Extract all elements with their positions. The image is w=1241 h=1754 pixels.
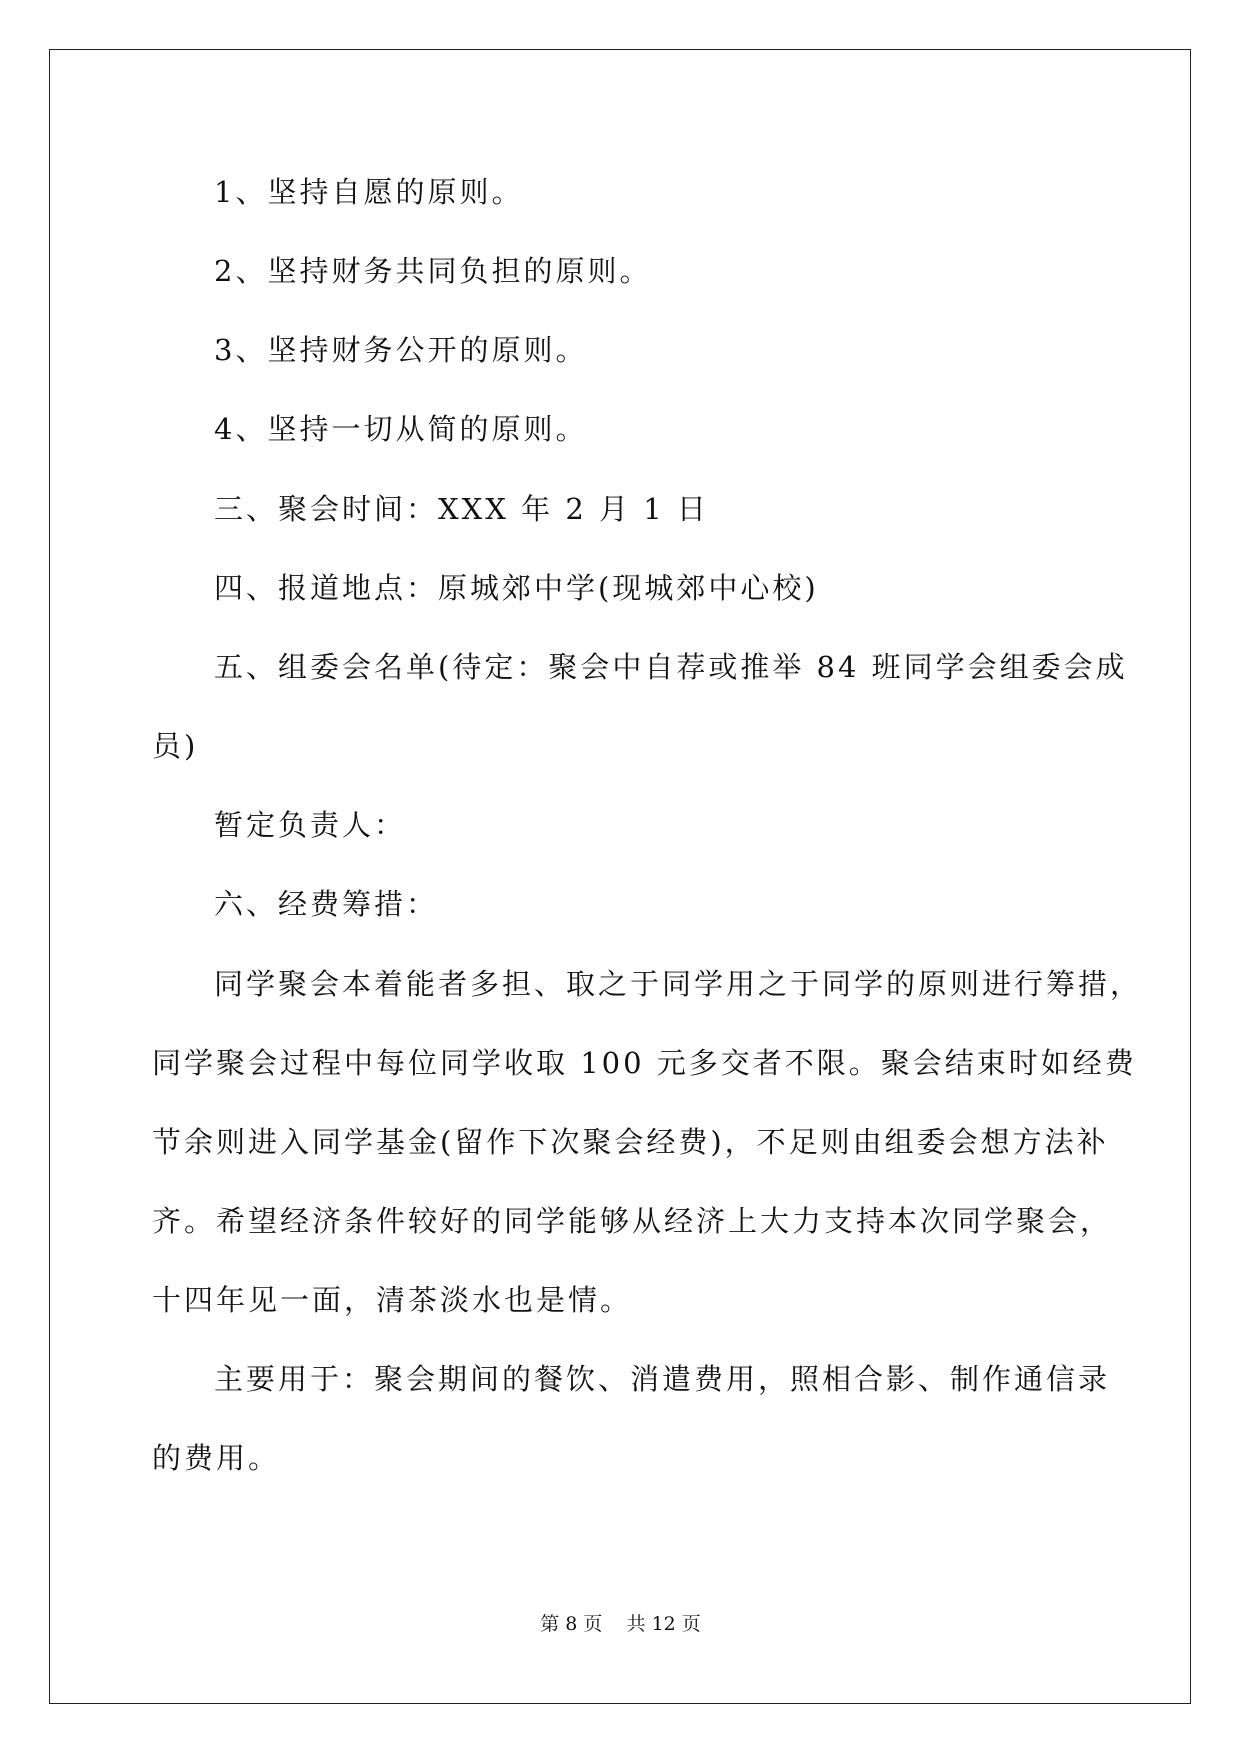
committee-list-line-1: 五、组委会名单(待定：聚会中自荐或推举 84 班同学会组委会成 [214,650,1128,684]
committee-list-line-2: 员) [152,729,199,763]
page-number-footer: 第 8 页 共 12 页 [540,1613,701,1635]
meeting-time: 三、聚会时间：XXX 年 2 月 1 日 [214,492,709,526]
principle-2: 2、坚持财务共同负担的原则。 [214,254,652,288]
funding-text-line-4: 齐。希望经济条件较好的同学能够从经济上大力支持本次同学聚会， [152,1204,1113,1238]
funding-text-line-5: 十四年见一面，清茶淡水也是情。 [152,1283,633,1317]
usage-text-line-1: 主要用于：聚会期间的餐饮、消遣费用，照相合影、制作通信录 [214,1362,1111,1396]
principle-3: 3、坚持财务公开的原则。 [214,333,588,367]
interim-leader: 暂定负责人： [214,808,407,842]
principle-4: 4、坚持一切从简的原则。 [214,412,588,446]
usage-text-line-2: 的费用。 [152,1441,281,1475]
funding-text-line-2: 同学聚会过程中每位同学收取 100 元多交者不限。聚会结束时如经费 [152,1046,1137,1080]
funding-text-line-3: 节余则进入同学基金(留作下次聚会经费)，不足则由组委会想方法补 [152,1125,1109,1159]
funding-text-line-1: 同学聚会本着能者多担、取之于同学用之于同学的原则进行筹措， [214,967,1143,1001]
funding-heading: 六、经费筹措： [214,887,439,921]
report-location: 四、报道地点：原城郊中学(现城郊中心校) [214,571,819,605]
principle-1: 1、坚持自愿的原则。 [214,175,524,209]
